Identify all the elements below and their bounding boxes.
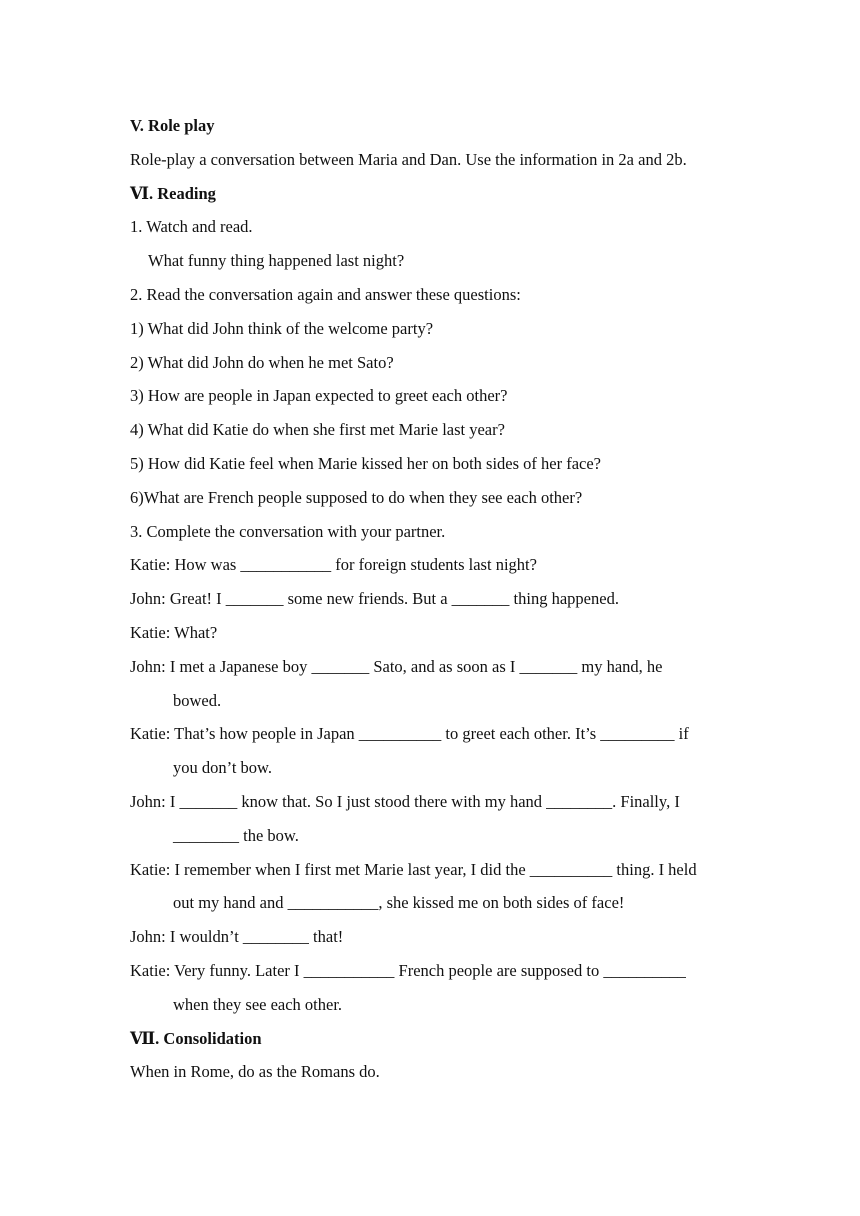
dialogue-line-continuation: when they see each other. [173, 994, 343, 1014]
section-heading-role-play: V. Role play [130, 116, 215, 135]
dialogue-line: John: I met a Japanese boy _______ Sato, and as soon as I _______ my hand, he [130, 656, 663, 676]
dialogue-line-continuation: ________ the bow. [173, 825, 299, 845]
section-heading-reading: Ⅵ. Reading [130, 183, 216, 203]
task-read-again: 2. Read the conversation again and answer these questions: [130, 284, 521, 304]
question-item: 2) What did John do when he met Sato? [130, 352, 394, 372]
dialogue-line: John: Great! I _______ some new friends. But a _______ thing happened. [130, 589, 619, 609]
dialogue-line: John: I wouldn’t ________ that! [130, 927, 344, 947]
dialogue-line: Katie: I remember when I first met Marie last year, I did the __________ thing. I held [130, 859, 697, 879]
dialogue-line: Katie: That’s how people in Japan __________ to greet each other. It’s _________ if [130, 724, 689, 744]
question-item: 3) How are people in Japan expected to greet each other? [130, 386, 508, 406]
task-watch-and-read: 1. Watch and read. [130, 217, 253, 237]
task-watch-question: What funny thing happened last night? [148, 251, 405, 271]
dialogue-line: John: I _______ know that. So I just stood there with my hand ________. Finally, I [130, 791, 680, 811]
question-item: 6)What are French people supposed to do when they see each other? [130, 487, 583, 507]
dialogue-line-continuation: you don’t bow. [173, 758, 272, 778]
section-heading-consolidation: Ⅶ. Consolidation [130, 1028, 262, 1048]
question-item: 4) What did Katie do when she first met Marie last year? [130, 420, 505, 440]
dialogue-line: Katie: Very funny. Later I ___________ French people are supposed to __________ [130, 960, 686, 980]
dialogue-line: Katie: How was ___________ for foreign students last night? [130, 555, 537, 575]
dialogue-line-continuation: out my hand and ___________, she kissed me on both sides of face! [173, 893, 625, 913]
role-play-instruction: Role-play a conversation between Maria and Dan. Use the information in 2a and 2b. [130, 149, 687, 169]
question-item: 1) What did John think of the welcome party? [130, 318, 434, 338]
dialogue-line-continuation: bowed. [173, 690, 222, 710]
consolidation-proverb: When in Rome, do as the Romans do. [130, 1062, 380, 1082]
worksheet-content [130, 109, 740, 1089]
task-complete-conversation: 3. Complete the conversation with your partner. [130, 521, 446, 541]
dialogue-line: Katie: What? [130, 622, 218, 642]
question-item: 5) How did Katie feel when Marie kissed her on both sides of her face? [130, 453, 602, 473]
